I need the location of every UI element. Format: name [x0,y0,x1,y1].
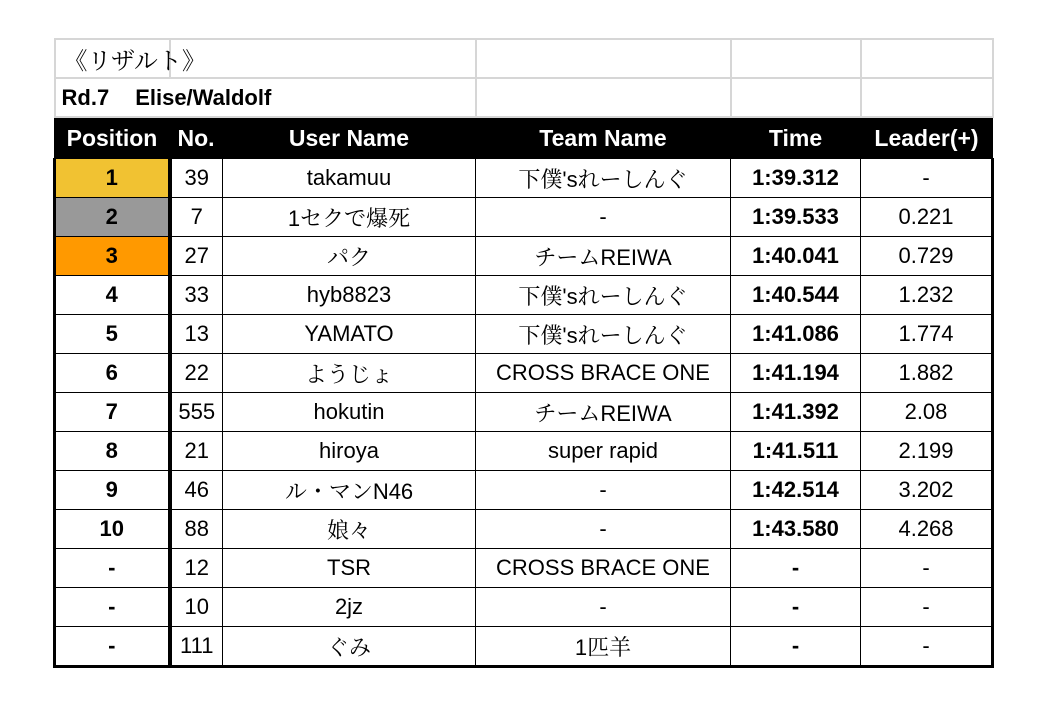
user-name-cell: hiroya [223,432,476,471]
result-row [55,510,993,549]
team-name-cell: 1匹羊 [476,627,731,667]
header-time: Time [731,117,861,159]
time-cell: 1:39.312 [731,159,861,198]
leader-gap-cell: 1.774 [861,315,993,354]
user-name-cell: ようじょ [223,354,476,393]
position-cell: 2 [55,198,170,237]
position-cell: - [55,588,170,627]
result-row [55,354,993,393]
header-no: No. [170,117,223,159]
result-row [55,588,993,627]
team-name-cell: - [476,198,731,237]
leader-gap-cell: - [861,159,993,198]
time-cell: - [731,627,861,667]
position-cell: 4 [55,276,170,315]
result-row [55,549,993,588]
position-cell: - [55,549,170,588]
number-cell: 7 [170,198,223,237]
result-row [55,471,993,510]
team-name-cell: 下僕'sれーしんぐ [476,315,731,354]
results-sheet [53,38,991,668]
empty-cell [731,78,861,117]
time-cell: 1:39.533 [731,198,861,237]
user-name-cell: YAMATO [223,315,476,354]
leader-gap-cell: 1.232 [861,276,993,315]
result-row [55,315,993,354]
user-name-cell: hokutin [223,393,476,432]
position-cell: 6 [55,354,170,393]
user-name-cell: hyb8823 [223,276,476,315]
position-cell: 9 [55,471,170,510]
position-cell: - [55,627,170,667]
header-row [55,117,993,159]
header-leader-gap: Leader(+) [861,117,993,159]
time-cell: 1:40.041 [731,237,861,276]
team-name-cell: super rapid [476,432,731,471]
header-position: Position [55,117,170,159]
time-cell: 1:42.514 [731,471,861,510]
track-label: Elise/Waldolf [135,84,272,110]
header-user-name: User Name [223,117,476,159]
time-cell: - [731,588,861,627]
user-name-cell: ぐみ [223,627,476,667]
result-row [55,432,993,471]
time-cell: 1:41.194 [731,354,861,393]
empty-cell [731,39,861,78]
time-cell: 1:41.511 [731,432,861,471]
team-name-cell: 下僕'sれーしんぐ [476,276,731,315]
team-name-cell: - [476,510,731,549]
title-row [55,39,993,78]
team-name-cell: チームREIWA [476,237,731,276]
position-cell: 8 [55,432,170,471]
empty-cell [861,39,993,78]
user-name-cell: 2jz [223,588,476,627]
leader-gap-cell: 2.199 [861,432,993,471]
position-cell: 1 [55,159,170,198]
team-name-cell: 下僕'sれーしんぐ [476,159,731,198]
result-row [55,276,993,315]
result-row [55,627,993,667]
round-label: Rd.7 [61,84,110,110]
number-cell: 46 [170,471,223,510]
number-cell: 13 [170,315,223,354]
user-name-cell: TSR [223,549,476,588]
round-row [55,78,993,117]
result-row [55,198,993,237]
position-cell: 5 [55,315,170,354]
user-name-cell: 娘々 [223,510,476,549]
number-cell: 555 [170,393,223,432]
time-cell: 1:41.392 [731,393,861,432]
empty-cell [476,39,731,78]
position-cell: 10 [55,510,170,549]
time-cell: 1:40.544 [731,276,861,315]
number-cell: 10 [170,588,223,627]
time-cell: 1:41.086 [731,315,861,354]
leader-gap-cell: - [861,588,993,627]
time-cell: - [731,549,861,588]
time-cell: 1:43.580 [731,510,861,549]
number-cell: 88 [170,510,223,549]
leader-gap-cell: 1.882 [861,354,993,393]
user-name-cell: 1セクで爆死 [223,198,476,237]
number-cell: 33 [170,276,223,315]
team-name-cell: - [476,471,731,510]
result-row [55,393,993,432]
number-cell: 22 [170,354,223,393]
empty-cell [170,39,476,78]
team-name-cell: CROSS BRACE ONE [476,354,731,393]
team-name-cell: - [476,588,731,627]
number-cell: 21 [170,432,223,471]
position-cell: 3 [55,237,170,276]
sheet-title: 《リザルト》 [55,39,170,78]
header-team-name: Team Name [476,117,731,159]
result-row [55,237,993,276]
round-cell [55,78,476,117]
leader-gap-cell: 3.202 [861,471,993,510]
result-row [55,159,993,198]
user-name-cell: takamuu [223,159,476,198]
team-name-cell: チームREIWA [476,393,731,432]
number-cell: 111 [170,627,223,667]
leader-gap-cell: - [861,549,993,588]
leader-gap-cell: 0.729 [861,237,993,276]
leader-gap-cell: 4.268 [861,510,993,549]
number-cell: 39 [170,159,223,198]
results-table [53,38,994,668]
number-cell: 12 [170,549,223,588]
position-cell: 7 [55,393,170,432]
leader-gap-cell: - [861,627,993,667]
user-name-cell: ル・マンN46 [223,471,476,510]
number-cell: 27 [170,237,223,276]
user-name-cell: パク [223,237,476,276]
leader-gap-cell: 2.08 [861,393,993,432]
team-name-cell: CROSS BRACE ONE [476,549,731,588]
leader-gap-cell: 0.221 [861,198,993,237]
empty-cell [861,78,993,117]
empty-cell [476,78,731,117]
